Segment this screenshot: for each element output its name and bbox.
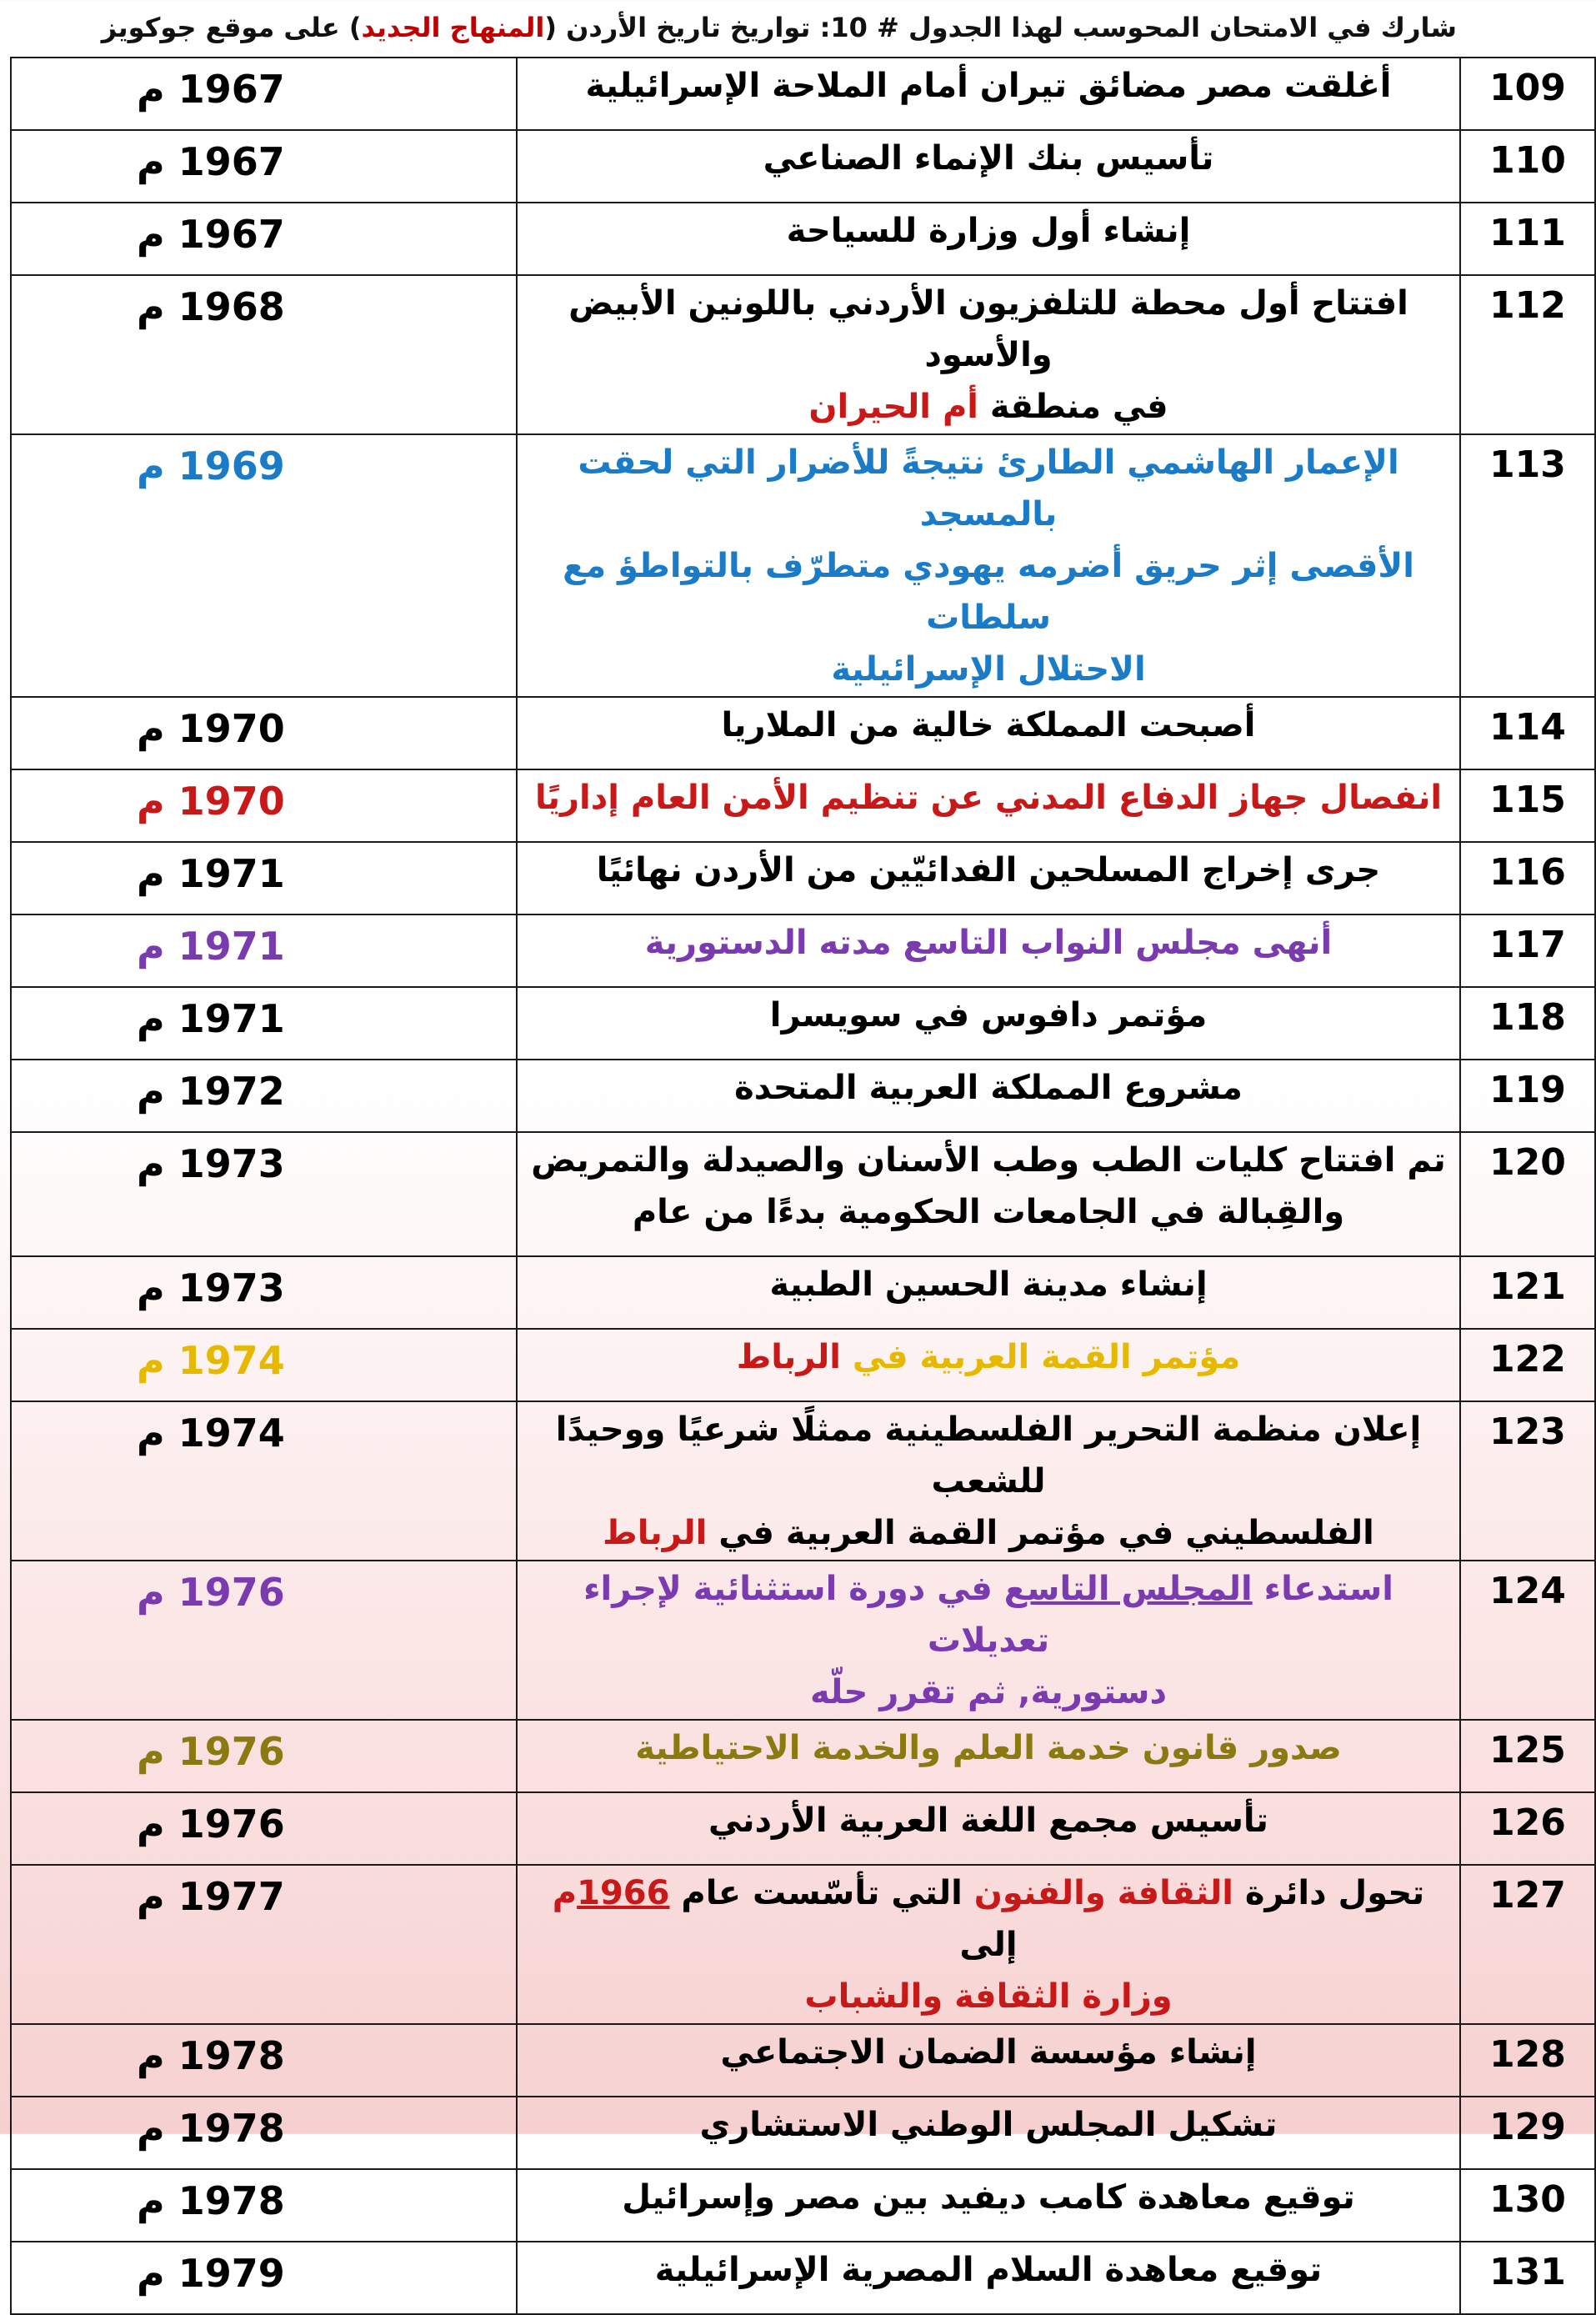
- event-line: [518, 60, 1458, 112]
- row-year: [11, 697, 517, 769]
- event-line: [518, 381, 1458, 433]
- event-text: مؤتمر دافوس في سويسرا: [769, 996, 1208, 1035]
- row-number: 125: [1460, 1720, 1595, 1792]
- table-row: [11, 1865, 1595, 2024]
- row-event: [517, 2242, 1460, 2314]
- year-unit: م: [137, 1801, 165, 1846]
- event-line: [518, 2099, 1458, 2151]
- event-text: إنشاء أول وزارة للسياحة: [786, 212, 1191, 250]
- row-year: [11, 275, 517, 434]
- table-row: [11, 842, 1595, 914]
- row-event: [517, 1401, 1460, 1561]
- row-event: [517, 58, 1460, 130]
- table-row: [11, 1720, 1595, 1792]
- event-line: [518, 1135, 1458, 1186]
- year-unit: م: [137, 1069, 165, 1114]
- year-value: 1969: [178, 443, 285, 489]
- row-event: [517, 697, 1460, 769]
- event-text: مؤتمر القمة العربية في: [840, 1338, 1241, 1376]
- event-line: [518, 540, 1458, 644]
- event-text: تم افتتاح كليات الطب وطب الأسنان والصيدلة والتمريض: [531, 1141, 1446, 1180]
- event-text: الأقصى إثر حريق أضرمه يهودي متطرّف بالتواطؤ مع سلطات: [563, 547, 1414, 637]
- year-unit: م: [137, 212, 165, 257]
- row-event: [517, 203, 1460, 275]
- event-line: [518, 1507, 1458, 1559]
- event-text: م: [552, 1874, 578, 1912]
- row-event: [517, 2097, 1460, 2169]
- event-text: وزارة الثقافة والشباب: [804, 1977, 1173, 2016]
- row-year: [11, 914, 517, 987]
- event-text: 1966: [577, 1874, 670, 1912]
- event-text: جرى إخراج المسلحين الفدائيّين من الأردن نهائيًا: [596, 851, 1381, 889]
- event-text: والقِبالة في الجامعات الحكومية بدءًا من عام: [632, 1193, 1345, 1231]
- row-event: [517, 1792, 1460, 1865]
- row-number: 130: [1460, 2169, 1595, 2242]
- header-prefix: شارك في الامتحان المحوسب لهذا الجدول # 10: تواريخ تاريخ الأردن (: [544, 12, 1457, 43]
- event-text: دستورية, ثم تقرر حلّه: [809, 1673, 1168, 1711]
- event-text: أغلقت مصر مضائق تيران أمام الملاحة الإسرائيلية: [585, 67, 1392, 105]
- dates-table: [10, 57, 1596, 2315]
- event-line: [518, 917, 1458, 969]
- row-number: 110: [1460, 130, 1595, 203]
- year-value: 1978: [178, 2178, 285, 2223]
- event-line: [518, 699, 1458, 751]
- row-number: 111: [1460, 203, 1595, 275]
- row-number: 119: [1460, 1060, 1595, 1132]
- year-unit: م: [137, 284, 165, 329]
- event-text: افتتاح أول محطة للتلفزيون الأردني باللونين الأبيض والأسود: [568, 284, 1408, 374]
- event-text: صدور قانون خدمة العلم والخدمة الاحتياطية: [635, 1729, 1342, 1767]
- row-event: [517, 1865, 1460, 2024]
- row-year: [11, 1256, 517, 1329]
- year-unit: م: [137, 1141, 165, 1186]
- row-event: [517, 1561, 1460, 1720]
- event-text: إنشاء مدينة الحسين الطبية: [769, 1265, 1208, 1304]
- event-text: استدعاء: [1252, 1570, 1393, 1608]
- event-line: [518, 205, 1458, 257]
- table-row: [11, 1792, 1595, 1865]
- event-text: المجلس التاسع: [1003, 1570, 1253, 1608]
- table-row: [11, 1401, 1595, 1561]
- row-number: 118: [1460, 987, 1595, 1060]
- event-text: إعلان منظمة التحرير الفلسطينية ممثلًا شرعيًا ووحيدًا للشعب: [555, 1411, 1422, 1501]
- year-unit: م: [137, 996, 165, 1041]
- year-value: 1971: [178, 924, 285, 969]
- row-year: [11, 2024, 517, 2097]
- year-value: 1978: [178, 2106, 285, 2151]
- row-number: 123: [1460, 1401, 1595, 1561]
- event-text: الاحتلال الإسرائيلية: [831, 650, 1146, 689]
- row-number: 120: [1460, 1132, 1595, 1256]
- row-year: [11, 769, 517, 842]
- table-row: [11, 1132, 1595, 1256]
- row-year: [11, 987, 517, 1060]
- event-text: تأسيس مجمع اللغة العربية الأردني: [708, 1801, 1268, 1840]
- table-row: [11, 1060, 1595, 1132]
- year-unit: م: [137, 1570, 165, 1615]
- table-row: [11, 130, 1595, 203]
- year-value: 1978: [178, 2033, 285, 2078]
- year-value: 1974: [178, 1411, 285, 1456]
- row-event: [517, 2024, 1460, 2097]
- row-number: 122: [1460, 1329, 1595, 1401]
- table-row: [11, 275, 1595, 434]
- event-text: أصبحت المملكة خالية من الملاريا: [721, 706, 1256, 744]
- table-row: [11, 1561, 1595, 1720]
- row-number: 129: [1460, 2097, 1595, 2169]
- year-value: 1979: [178, 2251, 285, 2296]
- event-line: [518, 133, 1458, 184]
- year-value: 1974: [178, 1338, 285, 1383]
- event-line: [518, 772, 1458, 824]
- year-value: 1970: [178, 779, 285, 824]
- year-value: 1967: [178, 139, 285, 184]
- row-event: [517, 842, 1460, 914]
- year-unit: م: [137, 2033, 165, 2078]
- year-unit: م: [137, 1411, 165, 1456]
- year-unit: م: [137, 1729, 165, 1774]
- row-year: [11, 2097, 517, 2169]
- table-row: [11, 769, 1595, 842]
- event-text: توقيع معاهدة السلام المصرية الإسرائيلية: [654, 2251, 1323, 2289]
- year-value: 1976: [178, 1801, 285, 1846]
- row-year: [11, 434, 517, 697]
- row-year: [11, 1865, 517, 2024]
- row-event: [517, 987, 1460, 1060]
- row-number: 116: [1460, 842, 1595, 914]
- table-row: [11, 2169, 1595, 2242]
- table-row: [11, 1256, 1595, 1329]
- year-unit: م: [137, 2178, 165, 2223]
- event-line: [518, 2172, 1458, 2223]
- year-unit: م: [137, 779, 165, 824]
- table-row: [11, 58, 1595, 130]
- row-year: [11, 1060, 517, 1132]
- table-row: [11, 914, 1595, 987]
- row-year: [11, 1561, 517, 1720]
- year-unit: م: [137, 67, 165, 112]
- row-event: [517, 2169, 1460, 2242]
- year-value: 1970: [178, 706, 285, 751]
- event-text: الرباط: [603, 1514, 708, 1552]
- dates-table-body: [11, 58, 1595, 2314]
- row-number: 128: [1460, 2024, 1595, 2097]
- event-text: أم الحيران: [808, 388, 978, 426]
- row-number: 112: [1460, 275, 1595, 434]
- event-line: [518, 1722, 1458, 1774]
- year-unit: م: [137, 851, 165, 896]
- year-unit: م: [137, 706, 165, 751]
- row-event: [517, 1329, 1460, 1401]
- event-text: تحول دائرة: [1233, 1874, 1425, 1912]
- event-line: [518, 1259, 1458, 1310]
- year-unit: م: [137, 1265, 165, 1310]
- event-line: [518, 1867, 1458, 1971]
- table-row: [11, 1329, 1595, 1401]
- event-text: التي تأسّست عام: [669, 1874, 974, 1912]
- event-line: [518, 644, 1458, 695]
- row-event: [517, 769, 1460, 842]
- year-value: 1977: [178, 1874, 285, 1919]
- event-line: [518, 2244, 1458, 2296]
- year-unit: م: [137, 1338, 165, 1383]
- row-number: 121: [1460, 1256, 1595, 1329]
- row-number: 131: [1460, 2242, 1595, 2314]
- event-text: في منطقة: [978, 388, 1168, 426]
- row-number: 126: [1460, 1792, 1595, 1865]
- event-line: [518, 1666, 1458, 1718]
- event-line: [518, 437, 1458, 540]
- year-value: 1976: [178, 1729, 285, 1774]
- row-year: [11, 2169, 517, 2242]
- event-line: [518, 2027, 1458, 2078]
- header-suffix: ) على موقع جوكويز: [101, 12, 362, 43]
- event-line: [518, 844, 1458, 896]
- row-event: [517, 130, 1460, 203]
- row-year: [11, 58, 517, 130]
- row-year: [11, 1401, 517, 1561]
- row-number: 117: [1460, 914, 1595, 987]
- row-year: [11, 1720, 517, 1792]
- row-event: [517, 1720, 1460, 1792]
- row-year: [11, 1132, 517, 1256]
- event-line: [518, 1404, 1458, 1507]
- row-year: [11, 130, 517, 203]
- row-number: 109: [1460, 58, 1595, 130]
- year-unit: م: [137, 924, 165, 969]
- event-line: [518, 278, 1458, 381]
- event-text: أنهى مجلس النواب التاسع مدته الدستورية: [644, 924, 1333, 962]
- year-value: 1973: [178, 1265, 285, 1310]
- year-unit: م: [137, 2106, 165, 2151]
- row-event: [517, 1060, 1460, 1132]
- event-line: [518, 1062, 1458, 1114]
- row-year: [11, 842, 517, 914]
- row-number: 127: [1460, 1865, 1595, 2024]
- event-text: في دورة استثنائية لإجراء تعديلات: [583, 1570, 1050, 1660]
- year-unit: م: [137, 1874, 165, 1919]
- year-unit: م: [137, 139, 165, 184]
- event-line: [518, 1971, 1458, 2022]
- year-value: 1968: [178, 284, 285, 329]
- table-row: [11, 434, 1595, 697]
- row-event: [517, 275, 1460, 434]
- year-unit: م: [137, 443, 165, 489]
- event-text: تشكيل المجلس الوطني الاستشاري: [699, 2106, 1278, 2144]
- row-year: [11, 203, 517, 275]
- event-line: [518, 990, 1458, 1041]
- year-value: 1972: [178, 1069, 285, 1114]
- event-line: [518, 1186, 1458, 1238]
- year-value: 1976: [178, 1570, 285, 1615]
- row-event: [517, 914, 1460, 987]
- event-text: إنشاء مؤسسة الضمان الاجتماعي: [720, 2033, 1257, 2072]
- event-line: [518, 1563, 1458, 1666]
- year-value: 1973: [178, 1141, 285, 1186]
- event-text: الرباط: [736, 1338, 841, 1376]
- event-text: مشروع المملكة العربية المتحدة: [734, 1069, 1243, 1107]
- header-highlight: المنهاج الجديد: [361, 12, 545, 43]
- row-number: 114: [1460, 697, 1595, 769]
- row-event: [517, 1132, 1460, 1256]
- table-row: [11, 2097, 1595, 2169]
- row-event: [517, 434, 1460, 697]
- row-year: [11, 1329, 517, 1401]
- event-text: توقيع معاهدة كامب ديفيد بين مصر وإسرائيل: [622, 2178, 1355, 2217]
- event-text: انفصال جهاز الدفاع المدني عن تنظيم الأمن العام إداريًا: [534, 779, 1443, 817]
- table-row: [11, 697, 1595, 769]
- event-text: الثقافة والفنون: [973, 1874, 1233, 1912]
- year-unit: م: [137, 2251, 165, 2296]
- year-value: 1967: [178, 67, 285, 112]
- event-text: إلى: [959, 1926, 1018, 1964]
- row-year: [11, 1792, 517, 1865]
- event-line: [518, 1795, 1458, 1846]
- row-number: 124: [1460, 1561, 1595, 1720]
- event-line: [518, 1331, 1458, 1383]
- event-text: الإعمار الهاشمي الطارئ نتيجةً للأضرار التي لحقت بالمسجد: [578, 443, 1399, 534]
- row-number: 113: [1460, 434, 1595, 697]
- year-value: 1971: [178, 996, 285, 1041]
- year-value: 1971: [178, 851, 285, 896]
- row-event: [517, 1256, 1460, 1329]
- page-header: [0, 12, 1477, 43]
- event-text: الفلسطيني في مؤتمر القمة العربية في: [707, 1514, 1374, 1552]
- year-value: 1967: [178, 212, 285, 257]
- table-row: [11, 987, 1595, 1060]
- table-row: [11, 203, 1595, 275]
- table-row: [11, 2242, 1595, 2314]
- table-row: [11, 2024, 1595, 2097]
- row-year: [11, 2242, 517, 2314]
- event-text: تأسيس بنك الإنماء الصناعي: [763, 139, 1214, 178]
- row-number: 115: [1460, 769, 1595, 842]
